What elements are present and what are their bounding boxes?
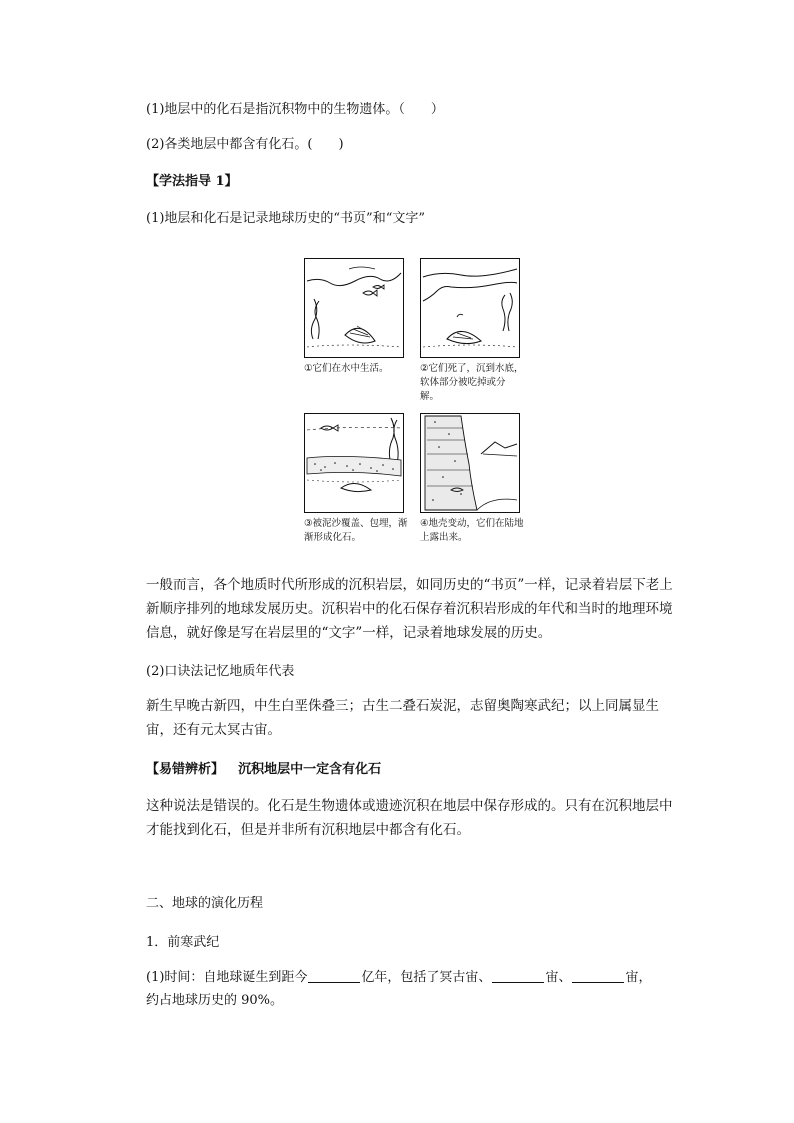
section-2-title: 二、地球的演化历程 bbox=[146, 896, 264, 911]
error-analysis-text: 这种说法是错误的。化石是生物遗体或遗迹沉积在地层中保存形成的。只有在沉积地层中才能找到化石，但是并非所有沉积地层中都含有化石。 bbox=[146, 798, 673, 838]
time-fill-in-line bbox=[146, 968, 651, 988]
time-mid-2: 宙、 bbox=[545, 970, 572, 985]
blank-3[interactable] bbox=[572, 968, 624, 983]
blank-2[interactable] bbox=[492, 968, 544, 983]
section-2-subheading: 1．前寒武纪 bbox=[146, 935, 220, 950]
panel-sinking-to-bottom bbox=[420, 258, 520, 358]
caption-4: ④地壳变动，它们在陆地上露出来。 bbox=[420, 518, 524, 543]
guide-subheading-2: (2)口诀法记忆地质年代表 bbox=[146, 664, 295, 679]
time-prefix: (1)时间：自地球诞生到距今 bbox=[146, 970, 308, 985]
blank-1[interactable] bbox=[308, 968, 360, 983]
time-line-2: 约占地球历史的 90%。 bbox=[146, 993, 284, 1008]
caption-3: ③被泥沙覆盖、包埋，渐渐形成化石。 bbox=[304, 518, 408, 543]
study-guide-heading: 【学法指导 1】 bbox=[146, 174, 238, 189]
error-analysis-label: 【易错辨析】 bbox=[146, 762, 225, 777]
guide-subheading-1: (1)地层和化石是记录地球历史的“书页”和“文字” bbox=[146, 211, 425, 226]
guide-paragraph-1: 一般而言，各个地质时代所形成的沉积岩层，如同历史的“书页”一样，记录着岩层下老上新顺序排列的地球发展历史。沉积岩中的化石保存着沉积岩形成的年代和当时的地理环境信息，就好像是写在岩层里的“文字”一样，记录着地球发展的历史。 bbox=[146, 577, 673, 641]
guide-paragraph-2: 新生早晚古新四，中生白垩侏叠三；古生二叠石炭泥，志留奥陶寒武纪；以上同属显生宙，还有元太冥古宙。 bbox=[146, 698, 659, 738]
question-1: (1)地层中的化石是指沉积物中的生物遗体。（ ） bbox=[146, 102, 444, 117]
error-analysis-title: 沉积地层中一定含有化石 bbox=[238, 762, 382, 777]
panel-exposed-on-land bbox=[420, 413, 520, 513]
error-analysis-line bbox=[146, 760, 381, 780]
fossil-formation-figure bbox=[302, 258, 522, 550]
time-mid-1: 亿年，包括了冥古宙、 bbox=[361, 970, 492, 985]
panel-living-in-water bbox=[304, 258, 404, 358]
time-end: 宙， bbox=[625, 970, 652, 985]
panel-buried-by-sediment bbox=[304, 413, 404, 513]
caption-2: ②它们死了，沉到水底，软体部分被吃掉或分解。 bbox=[420, 363, 524, 402]
caption-1: ①它们在水中生活。 bbox=[304, 363, 389, 374]
question-2: (2)各类地层中都含有化石。( ) bbox=[146, 137, 344, 152]
